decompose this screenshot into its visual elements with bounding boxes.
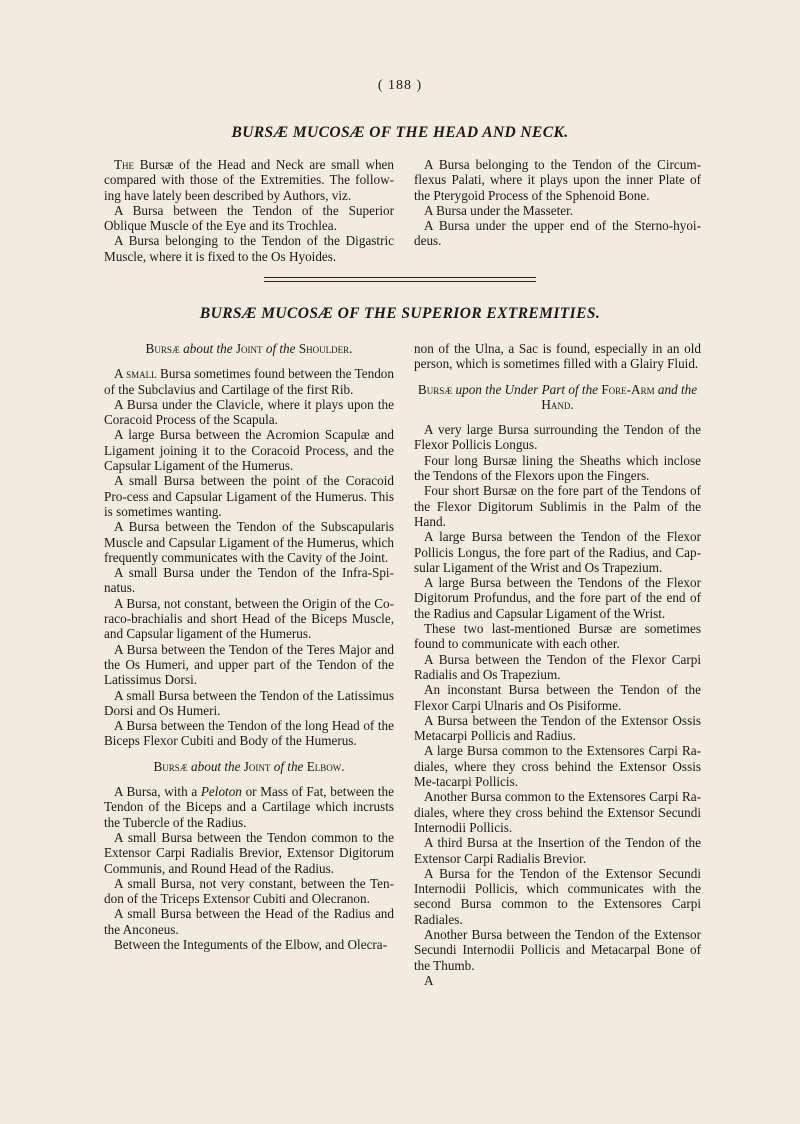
paragraph: A large Bursa between the Tendons of the Flexor Digitorum Profundus, and the fore part of the end of the Radius and Capsular Ligament of the Wrist.	[414, 575, 701, 621]
paragraph	[104, 366, 394, 397]
paragraph: A Bursa under the Clavicle, where it plays upon the Coracoid Process of the Scapula.	[104, 396, 394, 428]
paragraph	[104, 157, 394, 203]
paragraph: A small Bursa, not very constant, between the Ten-don of the Triceps Extensor Cubiti and Olecranon.	[104, 875, 394, 907]
subheading-part: Bursæ	[417, 381, 453, 397]
paragraph	[104, 784, 394, 830]
subheading-hand	[414, 382, 701, 413]
paragraph-text: A Bursa, with a	[114, 784, 201, 800]
subheading-part: Joint	[243, 758, 271, 774]
paragraph: A Bursa belonging to the Tendon of the Circum-flexus Palati, where it plays upon the inner Plate of the Pterygoid Process of the Sphenoid Bone.	[414, 157, 701, 203]
subheading-part: Joint	[235, 341, 263, 356]
subheading-part: of the	[565, 381, 602, 397]
paragraph: A large Bursa between the Tendon of the Flexor Pollicis Longus, the fore part of the Radius, and Cap-sular Ligament of the Wrist and Os Trapezium.	[414, 529, 701, 575]
subheading-part: about the	[179, 341, 236, 356]
paragraph: A small Bursa between the Tendon common to the Extensor Carpi Radialis Brevior, Extensor Digitorum Communis, and Round Head of the Radius.	[104, 829, 394, 876]
paragraph: A Bursa, not constant, between the Origin of the Co-raco-brachialis and short Head of the Biceps Muscle, and Capsular ligament of the Humerus.	[104, 595, 394, 642]
paragraph: An inconstant Bursa between the Tendon of the Flexor Carpi Ulnaris and Os Pisiforme.	[414, 682, 701, 713]
head-neck-left-column	[104, 157, 394, 264]
paragraph: Four short Bursæ on the fore part of the Tendons of the Flexor Digitorum Sublimis in the Palm of the Hand.	[414, 483, 701, 529]
paragraph: A small Bursa between the Tendon of the Latissimus Dorsi and Os Humeri.	[104, 687, 394, 718]
section-title-head-neck: BURSÆ MUCOSÆ OF THE HEAD AND NECK.	[231, 124, 569, 141]
subheading-part: Fore-Arm	[601, 381, 655, 397]
section-divider	[264, 277, 536, 278]
lead-word: A small	[114, 366, 157, 382]
paragraph: Another Bursa between the Tendon of the Extensor Secundi Internodii Pollicis and Metacarpal Bone of the Thumb.	[414, 926, 701, 973]
paragraph: A large Bursa between the Acromion Scapulæ and Ligament joining it to the Coracoid Process, and the Capsular Ligament of the Humerus.	[104, 427, 394, 474]
superior-right-column	[414, 341, 701, 988]
paragraph: Four long Bursæ lining the Sheaths which inclose the Tendons of the Flexors upon the Fingers.	[414, 452, 701, 484]
paragraph-text: Bursa sometimes found between the Tendon of the Subclavius and Cartilage of the first Rib.	[104, 366, 394, 397]
superior-left-column	[104, 341, 394, 952]
section-divider	[264, 281, 536, 282]
paragraph: A Bursa for the Tendon of the Extensor Secundi Internodii Pollicis, which communicates with the second Bursa common to the Extensores Carpi Radiales.	[414, 865, 701, 927]
paragraph: A Bursa between the Tendon of the Teres Major and the Os Humeri, and upper part of the Tendon of the Latissimus Dorsi.	[104, 641, 394, 688]
subheading-part: of the	[262, 341, 299, 356]
paragraph: Between the Integuments of the Elbow, and Olecra-	[114, 936, 388, 952]
paragraph: A Bursa under the Masseter.	[424, 202, 574, 218]
paragraph: A Bursa between the Tendon of the Flexor Carpi Radialis and Os Trapezium.	[414, 651, 701, 682]
paragraph-text: or Mass of Fat, between the Tendon of the Biceps and a Cartilage which incrusts the Tubercle of the Radius.	[104, 784, 394, 830]
subheading-part: about the	[187, 758, 244, 774]
paragraph: A small Bursa between the Head of the Radius and the Anconeus.	[104, 906, 394, 937]
subheading-part: Hand.	[541, 396, 574, 412]
paragraph: A Bursa under the upper end of the Sterno-hyoi-deus.	[414, 218, 701, 249]
paragraph: A third Bursa at the Insertion of the Tendon of the Extensor Carpi Radialis Brevior.	[414, 835, 701, 866]
paragraph: A Bursa belonging to the Tendon of the Digastric Muscle, where it is fixed to the Os Hyoides.	[104, 233, 394, 264]
paragraph: A small Bursa under the Tendon of the Infra-Spi-natus.	[104, 565, 394, 596]
emphasis: Peloton	[200, 784, 242, 800]
paragraph: A small Bursa between the point of the Coracoid Pro-cess and Capsular Ligament of the Humerus. This is sometimes wanting.	[104, 473, 394, 519]
head-neck-right-column	[414, 157, 701, 249]
page-number: ( 188 )	[377, 78, 423, 93]
subheading-part: and the	[654, 381, 698, 397]
subheading-part: of the	[270, 758, 307, 774]
paragraph: A large Bursa common to the Extensores Carpi Ra-diales, where they cross behind the Extensor Ossis Me-tacarpi Pollicis.	[414, 743, 701, 790]
subheading-shoulder	[104, 341, 394, 356]
paragraph: A Bursa between the Tendon of the Subscapularis Muscle and Capsular Ligament of the Humerus, which frequently communicates with the Cavity of the Joint.	[104, 519, 394, 565]
paragraph: A very large Bursa surrounding the Tendon of the Flexor Pollicis Longus.	[414, 422, 701, 453]
paragraph: A Bursa between the Tendon of the long Head of the Biceps Flexor Cubiti and Body of the Humerus.	[104, 718, 394, 749]
paragraph: A Bursa between the Tendon of the Superior Oblique Muscle of the Eye and its Trochlea.	[104, 202, 394, 234]
lead-word: The	[114, 157, 135, 172]
subheading-part: upon the	[452, 381, 505, 397]
paragraph: These two last-mentioned Bursæ are sometimes found to communicate with each other.	[414, 621, 701, 652]
section-title-superior-extremities: BURSÆ MUCOSÆ OF THE SUPERIOR EXTREMITIES.	[199, 305, 601, 322]
paragraph: Another Bursa common to the Extensores Carpi Ra-diales, where they cross behind the Extensor Secundi Internodii Pollicis.	[414, 789, 701, 835]
subheading-part: Elbow.	[306, 758, 345, 774]
subheading-elbow	[104, 759, 394, 774]
subheading-part: Bursæ	[153, 758, 188, 774]
catchword: A	[424, 972, 434, 988]
paragraph: A Bursa between the Tendon of the Extensor Ossis Metacarpi Pollicis and Radius.	[414, 712, 701, 744]
subheading-part: Shoulder.	[298, 341, 353, 356]
paragraph-continued: non of the Ulna, a Sac is found, especially in an old person, which is sometimes filled with a Glairy Fluid.	[414, 341, 701, 372]
subheading-part: Under Part	[504, 381, 566, 397]
paragraph-text: Bursæ of the Head and Neck are small when compared with those of the Extremities. The follow-ing have lately been described by Authors, viz.	[104, 157, 394, 203]
subheading-part: Bursæ	[145, 341, 180, 356]
